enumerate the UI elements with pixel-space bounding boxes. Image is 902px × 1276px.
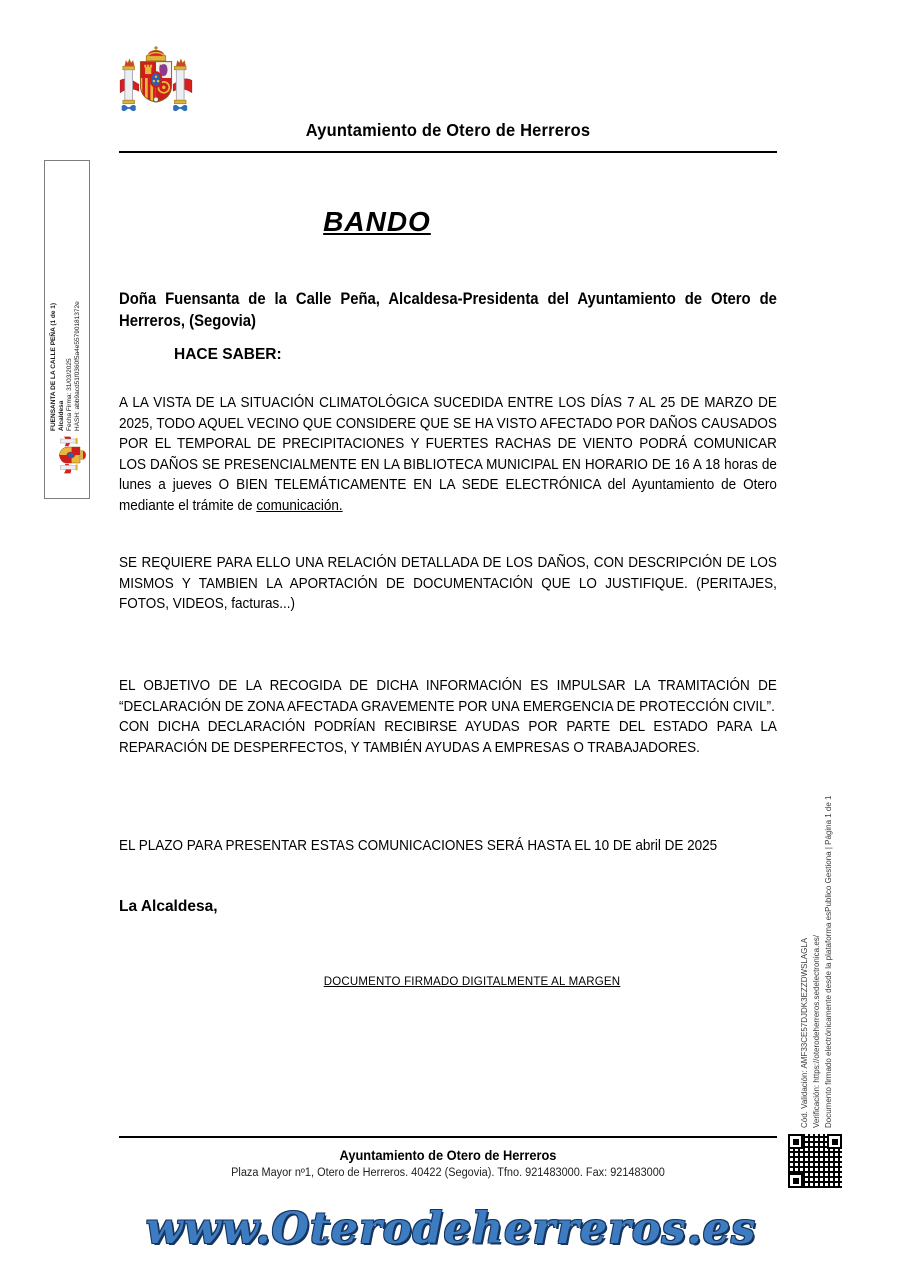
paragraph-4: EL PLAZO PARA PRESENTAR ESTAS COMUNICACIONES SERÁ HASTA EL 10 DE abril DE 2025: [119, 837, 718, 854]
signer-name: FUENSANTA DE LA CALLE PEÑA (1 de 1): [50, 302, 57, 431]
page-title: Ayuntamiento de Otero de Herreros: [305, 120, 591, 140]
hace-saber-heading: HACE SABER:: [174, 346, 282, 363]
paragraph-1-text: A LA VISTA DE LA SITUACIÓN CLIMATOLÓGICA SUCEDIDA ENTRE LOS DÍAS 7 AL 25 DE MARZO DE 2025, TODO AQUEL VECINO QUE CONSIDERE QUE SE HA VISTO AFECTADO POR DAÑOS CAUSADOS POR EL TEMPORAL DE PRECIPITACIONES Y FUERTES RACHAS DE VIENTO PODRÁ COMUNICAR LOS DAÑOS SE PRESENCIALMENTE EN LA BIBLIOTECA MUNICIPAL EN HORARIO DE 16 A 18 horas de lunes a jueves O BIEN TELEMÁTICAMENTE EN LA SEDE ELECTRÓNICA del Ayuntamiento de Otero mediante el trámite de: [119, 394, 777, 514]
verification-url: Verificación: https://oterodeherreros.sedelectronica.es/: [812, 935, 821, 1128]
comunicacion-link[interactable]: comunicación.: [256, 496, 343, 514]
platform-note: Documento firmado electrónicamente desde la plataforma esPublico Gestiona | Página 1 de 1: [824, 795, 833, 1128]
digital-signature-stamp: [44, 160, 90, 499]
paragraph-1: [119, 393, 777, 516]
document-intro: Doña Fuensanta de la Calle Peña, Alcaldesa-Presidenta del Ayuntamiento de Otero de Herreros, (Segovia): [119, 290, 777, 330]
qr-finder-top-right: [827, 1134, 842, 1149]
signature-label: La Alcaldesa,: [119, 898, 218, 915]
signature-hash: HASH: abb9acd51f0360f5a4e55790181372e: [74, 301, 81, 431]
spain-coat-of-arms-icon: [117, 44, 195, 126]
paragraph-2: SE REQUIERE PARA ELLO UNA RELACIÓN DETALLADA DE LOS DAÑOS, CON DESCRIPCIÓN DE LOS MISMOS Y TAMBIEN LA APORTACIÓN DE DOCUMENTACIÓN QUE LO JUSTIFIQUE. (PERITAJES, FOTOS, VIDEOS, facturas...): [119, 554, 777, 612]
qr-finder-bottom-left: [788, 1173, 803, 1188]
stamp-coat-of-arms-icon: [45, 435, 89, 475]
digital-signature-note: DOCUMENTO FIRMADO DIGITALMENTE AL MARGEN: [323, 976, 621, 988]
paragraph-3-line-b: CON DICHA DECLARACIÓN PODRÍAN RECIBIRSE AYUDAS POR PARTE DEL ESTADO PARA LA REPARACIÓN DE DESPERFECTOS, Y TAMBIÉN AYUDAS A EMPRESAS O TRABAJADORES.: [119, 718, 777, 756]
signature-stamp-text: [50, 226, 82, 431]
qr-code: [786, 1132, 844, 1190]
paragraph-3: [119, 676, 777, 758]
validation-code: Cód. Validación: AMF33CE57DJDK3EZZDWSLAGLA: [800, 937, 809, 1128]
document-title: BANDO: [323, 206, 431, 237]
qr-finder-top-left: [788, 1134, 803, 1149]
footer-address: Plaza Mayor nº1, Otero de Herreros. 40422 (Segovia). Tfno. 921483000. Fax: 921483000: [231, 1167, 665, 1179]
verification-sidebar: [799, 743, 835, 1128]
footer-divider: [119, 1136, 777, 1138]
signature-date: Fecha Firma: 31/03/2025: [66, 358, 73, 431]
signer-role: Alcaldesa: [58, 400, 65, 431]
header-divider: [119, 151, 777, 153]
website-link[interactable]: www.Oterodeherreros.es: [145, 1204, 757, 1254]
paragraph-3-line-a: EL OBJETIVO DE LA RECOGIDA DE DICHA INFORMACIÓN ES IMPULSAR LA TRAMITACIÓN DE “DECLARACIÓN DE ZONA AFECTADA GRAVEMENTE POR UNA EMERGENCIA DE PROTECCIÓN CIVIL”.: [119, 677, 777, 715]
footer-title: Ayuntamiento de Otero de Herreros: [339, 1148, 557, 1163]
